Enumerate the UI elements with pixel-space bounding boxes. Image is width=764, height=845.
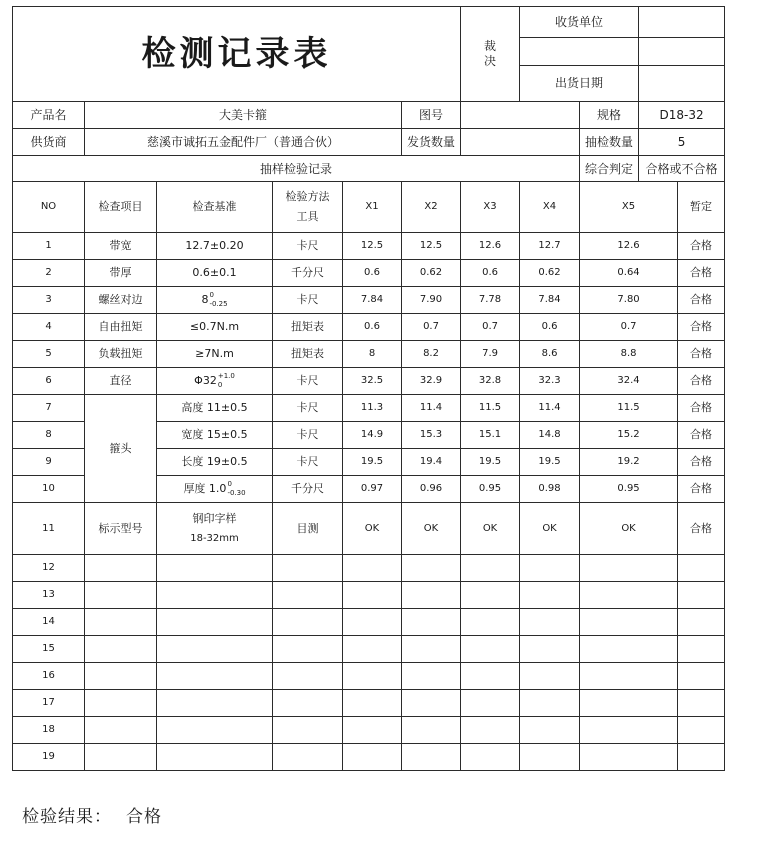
row-no: 9 (13, 449, 85, 476)
empty-cell (461, 582, 520, 609)
row-x5: 11.5 (580, 395, 678, 422)
tolerance (218, 372, 235, 390)
table-row-empty (13, 663, 725, 690)
row-item: 带宽 (85, 233, 157, 260)
row-x2: 15.3 (402, 422, 461, 449)
tolerance-lower: 0 (217, 381, 223, 389)
row-result: 合格 (678, 476, 725, 503)
row-tool: 扭矩表 (273, 314, 343, 341)
table-row-empty (13, 744, 725, 771)
table-row (13, 287, 725, 314)
row-x4: 19.5 (520, 449, 580, 476)
row-x3: 7.78 (461, 287, 520, 314)
tolerance (209, 291, 227, 309)
empty-cell (580, 582, 678, 609)
row-x2: 0.62 (402, 260, 461, 287)
row-x4: 8.6 (520, 341, 580, 368)
drawing-value (461, 102, 580, 129)
row-tool: 扭矩表 (273, 341, 343, 368)
table-row (13, 368, 725, 395)
empty-cell (461, 636, 520, 663)
row-no: 10 (13, 476, 85, 503)
row-result: 合格 (678, 368, 725, 395)
empty-cell (678, 609, 725, 636)
spec-value: D18-32 (639, 102, 725, 129)
empty-cell (461, 744, 520, 771)
table-row-empty (13, 609, 725, 636)
row-result: 合格 (678, 503, 725, 555)
row-x1: OK (343, 503, 402, 555)
row-x2: 32.9 (402, 368, 461, 395)
row-x3: OK (461, 503, 520, 555)
table-row-empty (13, 582, 725, 609)
row-standard (157, 314, 273, 341)
empty-cell (343, 717, 402, 744)
empty-cell (402, 636, 461, 663)
empty-cell (520, 582, 580, 609)
empty-cell (273, 663, 343, 690)
empty-cell (157, 663, 273, 690)
drawing-label: 图号 (402, 102, 461, 129)
standard-text: 厚度 1.0 (183, 482, 227, 495)
row-no: 15 (13, 636, 85, 663)
empty-cell (85, 555, 157, 582)
row-standard (157, 233, 273, 260)
empty-cell (85, 744, 157, 771)
row-no: 2 (13, 260, 85, 287)
row-no: 1 (13, 233, 85, 260)
empty-cell (157, 636, 273, 663)
row-standard (157, 368, 273, 395)
row-x4: 11.4 (520, 395, 580, 422)
row-standard (157, 287, 273, 314)
receiver-blank (520, 38, 639, 65)
receiver-label: 收货单位 (520, 7, 639, 38)
verdict-label (461, 7, 520, 102)
row-item: 标示型号 (85, 503, 157, 555)
supplier-label: 供货商 (13, 129, 85, 156)
table-row (13, 341, 725, 368)
row-x5: 15.2 (580, 422, 678, 449)
empty-cell (678, 582, 725, 609)
empty-cell (580, 717, 678, 744)
overall-label: 综合判定 (580, 156, 639, 182)
sample-qty-value: 5 (639, 129, 725, 156)
row-x2: 0.96 (402, 476, 461, 503)
row-x1: 12.5 (343, 233, 402, 260)
spec-label: 规格 (580, 102, 639, 129)
row-x3: 19.5 (461, 449, 520, 476)
empty-cell (343, 609, 402, 636)
table-row (13, 395, 725, 422)
row-x2: 11.4 (402, 395, 461, 422)
row-x2: 8.2 (402, 341, 461, 368)
empty-cell (343, 555, 402, 582)
row-no: 17 (13, 690, 85, 717)
table-row (13, 233, 725, 260)
row-tool: 卡尺 (273, 449, 343, 476)
verdict-label-text: 裁决 (484, 39, 497, 68)
row-result: 合格 (678, 395, 725, 422)
row-x4: 0.62 (520, 260, 580, 287)
ship-date-value (639, 65, 725, 101)
row-x4: 0.6 (520, 314, 580, 341)
row-result: 合格 (678, 260, 725, 287)
standard-text: ≤0.7N.m (189, 320, 240, 333)
row-x1: 19.5 (343, 449, 402, 476)
result-label: 检验结果： (22, 807, 112, 827)
product-label: 产品名 (13, 102, 85, 129)
row-no: 16 (13, 663, 85, 690)
empty-cell (520, 636, 580, 663)
standard-text: 0.6±0.1 (192, 266, 237, 279)
row-x1: 0.6 (343, 314, 402, 341)
row-x5: 19.2 (580, 449, 678, 476)
row-x1: 0.6 (343, 260, 402, 287)
row-item: 带厚 (85, 260, 157, 287)
empty-cell (678, 663, 725, 690)
empty-cell (580, 663, 678, 690)
empty-cell (273, 582, 343, 609)
table-row (13, 260, 725, 287)
row-standard (157, 341, 273, 368)
row-tool: 卡尺 (273, 368, 343, 395)
row-x4: 32.3 (520, 368, 580, 395)
row-x1: 11.3 (343, 395, 402, 422)
row-no: 8 (13, 422, 85, 449)
empty-cell (461, 663, 520, 690)
empty-cell (157, 690, 273, 717)
row-no: 19 (13, 744, 85, 771)
row-x3: 0.7 (461, 314, 520, 341)
row-x3: 32.8 (461, 368, 520, 395)
table-row (13, 314, 725, 341)
row-tool: 卡尺 (273, 233, 343, 260)
col-method-line2: 工具 (296, 210, 319, 223)
empty-cell (85, 690, 157, 717)
row-standard (157, 422, 273, 449)
row-x3: 0.95 (461, 476, 520, 503)
row-result: 合格 (678, 341, 725, 368)
empty-cell (580, 690, 678, 717)
row-no: 11 (13, 503, 85, 555)
row-item: 螺丝对边 (85, 287, 157, 314)
row-x5: 7.80 (580, 287, 678, 314)
inspection-table (12, 6, 725, 771)
overall-value: 合格或不合格 (639, 156, 725, 182)
empty-cell (402, 744, 461, 771)
standard-text: 8 (201, 293, 209, 306)
row-x5: OK (580, 503, 678, 555)
empty-cell (402, 609, 461, 636)
empty-cell (678, 717, 725, 744)
row-x3: 15.1 (461, 422, 520, 449)
row-standard (157, 476, 273, 503)
empty-cell (157, 582, 273, 609)
empty-cell (461, 609, 520, 636)
empty-cell (273, 636, 343, 663)
empty-cell (461, 555, 520, 582)
tolerance-lower: -0.30 (227, 489, 246, 497)
row-x3: 7.9 (461, 341, 520, 368)
row-standard (157, 395, 273, 422)
row-x5: 0.95 (580, 476, 678, 503)
row-result: 合格 (678, 422, 725, 449)
empty-cell (402, 663, 461, 690)
standard-text: 宽度 15±0.5 (181, 428, 248, 441)
col-x1: X1 (343, 182, 402, 233)
empty-cell (402, 717, 461, 744)
empty-cell (580, 555, 678, 582)
row-no: 5 (13, 341, 85, 368)
sampling-record-label: 抽样检验记录 (13, 156, 580, 182)
inspection-record-sheet (12, 6, 724, 778)
table-row-empty (13, 717, 725, 744)
row-no: 6 (13, 368, 85, 395)
row-result: 合格 (678, 449, 725, 476)
empty-cell (85, 717, 157, 744)
row-no: 14 (13, 609, 85, 636)
row-x5: 12.6 (580, 233, 678, 260)
row-x2: 0.7 (402, 314, 461, 341)
col-x2: X2 (402, 182, 461, 233)
row-x2: 19.4 (402, 449, 461, 476)
row-x1: 7.84 (343, 287, 402, 314)
empty-cell (343, 690, 402, 717)
empty-cell (273, 690, 343, 717)
row-no: 18 (13, 717, 85, 744)
row-x5: 32.4 (580, 368, 678, 395)
table-row (13, 503, 725, 555)
empty-cell (520, 717, 580, 744)
empty-cell (157, 555, 273, 582)
tolerance-upper: +1.0 (217, 372, 235, 380)
empty-cell (273, 609, 343, 636)
row-x3: 0.6 (461, 260, 520, 287)
page-title: 检测记录表 (13, 7, 461, 102)
row-x3: 12.6 (461, 233, 520, 260)
row-standard (157, 260, 273, 287)
row-standard (157, 503, 273, 555)
ship-date-label: 出货日期 (520, 65, 639, 101)
row-no: 3 (13, 287, 85, 314)
row-item: 箍头 (85, 395, 157, 503)
col-x5: X5 (580, 182, 678, 233)
col-standard: 检查基准 (157, 182, 273, 233)
row-no: 4 (13, 314, 85, 341)
supplier-value: 慈溪市诚拓五金配件厂（普通合伙） (85, 129, 402, 156)
row-x4: 12.7 (520, 233, 580, 260)
empty-cell (461, 717, 520, 744)
row-result: 合格 (678, 233, 725, 260)
standard-line2: 18-32mm (190, 532, 239, 544)
col-method-line1: 检验方法 (285, 190, 330, 203)
ship-qty-value (461, 129, 580, 156)
sample-qty-label: 抽检数量 (580, 129, 639, 156)
standard-text: Φ32 (194, 374, 217, 387)
empty-cell (461, 690, 520, 717)
row-x1: 0.97 (343, 476, 402, 503)
table-row-empty (13, 690, 725, 717)
empty-cell (343, 744, 402, 771)
empty-cell (273, 555, 343, 582)
inspection-result (22, 802, 162, 827)
row-x1: 32.5 (343, 368, 402, 395)
row-item: 直径 (85, 368, 157, 395)
empty-cell (85, 582, 157, 609)
empty-cell (343, 582, 402, 609)
row-tool: 千分尺 (273, 476, 343, 503)
row-item: 自由扭矩 (85, 314, 157, 341)
row-standard (157, 449, 273, 476)
empty-cell (402, 555, 461, 582)
result-value: 合格 (126, 807, 162, 827)
row-x4: 7.84 (520, 287, 580, 314)
row-x1: 14.9 (343, 422, 402, 449)
col-item: 检查项目 (85, 182, 157, 233)
empty-cell (343, 663, 402, 690)
col-x3: X3 (461, 182, 520, 233)
row-x2: 12.5 (402, 233, 461, 260)
empty-cell (580, 636, 678, 663)
empty-cell (85, 636, 157, 663)
empty-cell (157, 609, 273, 636)
row-x5: 0.64 (580, 260, 678, 287)
standard-text: 12.7±0.20 (185, 239, 244, 252)
empty-cell (343, 636, 402, 663)
row-x2: OK (402, 503, 461, 555)
empty-cell (85, 609, 157, 636)
row-tool: 目测 (273, 503, 343, 555)
row-x2: 7.90 (402, 287, 461, 314)
col-x4: X4 (520, 182, 580, 233)
empty-cell (678, 690, 725, 717)
tolerance-upper: 0 (209, 291, 214, 299)
row-no: 12 (13, 555, 85, 582)
row-x4: 0.98 (520, 476, 580, 503)
row-result: 合格 (678, 287, 725, 314)
product-value: 大美卡箍 (85, 102, 402, 129)
row-x4: OK (520, 503, 580, 555)
empty-cell (273, 744, 343, 771)
empty-cell (85, 663, 157, 690)
empty-cell (157, 744, 273, 771)
row-tool: 卡尺 (273, 395, 343, 422)
receiver-value (639, 7, 725, 38)
col-verdict: 暂定 (678, 182, 725, 233)
row-item: 负载扭矩 (85, 341, 157, 368)
empty-cell (678, 744, 725, 771)
standard-text: ≥7N.m (195, 347, 234, 360)
row-x5: 8.8 (580, 341, 678, 368)
row-result: 合格 (678, 314, 725, 341)
row-tool: 卡尺 (273, 287, 343, 314)
row-no: 7 (13, 395, 85, 422)
standard-text: 长度 19±0.5 (181, 455, 248, 468)
row-tool: 卡尺 (273, 422, 343, 449)
tolerance-lower: -0.25 (209, 300, 228, 308)
empty-cell (402, 582, 461, 609)
table-row-empty (13, 555, 725, 582)
receiver-blank-2 (639, 38, 725, 65)
col-method (273, 182, 343, 233)
row-x3: 11.5 (461, 395, 520, 422)
row-x5: 0.7 (580, 314, 678, 341)
empty-cell (520, 744, 580, 771)
empty-cell (157, 717, 273, 744)
row-x4: 14.8 (520, 422, 580, 449)
row-tool: 千分尺 (273, 260, 343, 287)
tolerance-upper: 0 (227, 480, 232, 488)
ship-qty-label: 发货数量 (402, 129, 461, 156)
col-no: NO (13, 182, 85, 233)
empty-cell (520, 555, 580, 582)
empty-cell (580, 744, 678, 771)
standard-line1: 钢印字样 (192, 511, 237, 525)
empty-cell (402, 690, 461, 717)
empty-cell (520, 609, 580, 636)
tolerance (227, 480, 245, 498)
row-no: 13 (13, 582, 85, 609)
empty-cell (580, 609, 678, 636)
empty-cell (678, 636, 725, 663)
empty-cell (520, 663, 580, 690)
standard-text: 高度 11±0.5 (181, 401, 248, 414)
row-x1: 8 (343, 341, 402, 368)
table-row-empty (13, 636, 725, 663)
empty-cell (678, 555, 725, 582)
empty-cell (520, 690, 580, 717)
empty-cell (273, 717, 343, 744)
